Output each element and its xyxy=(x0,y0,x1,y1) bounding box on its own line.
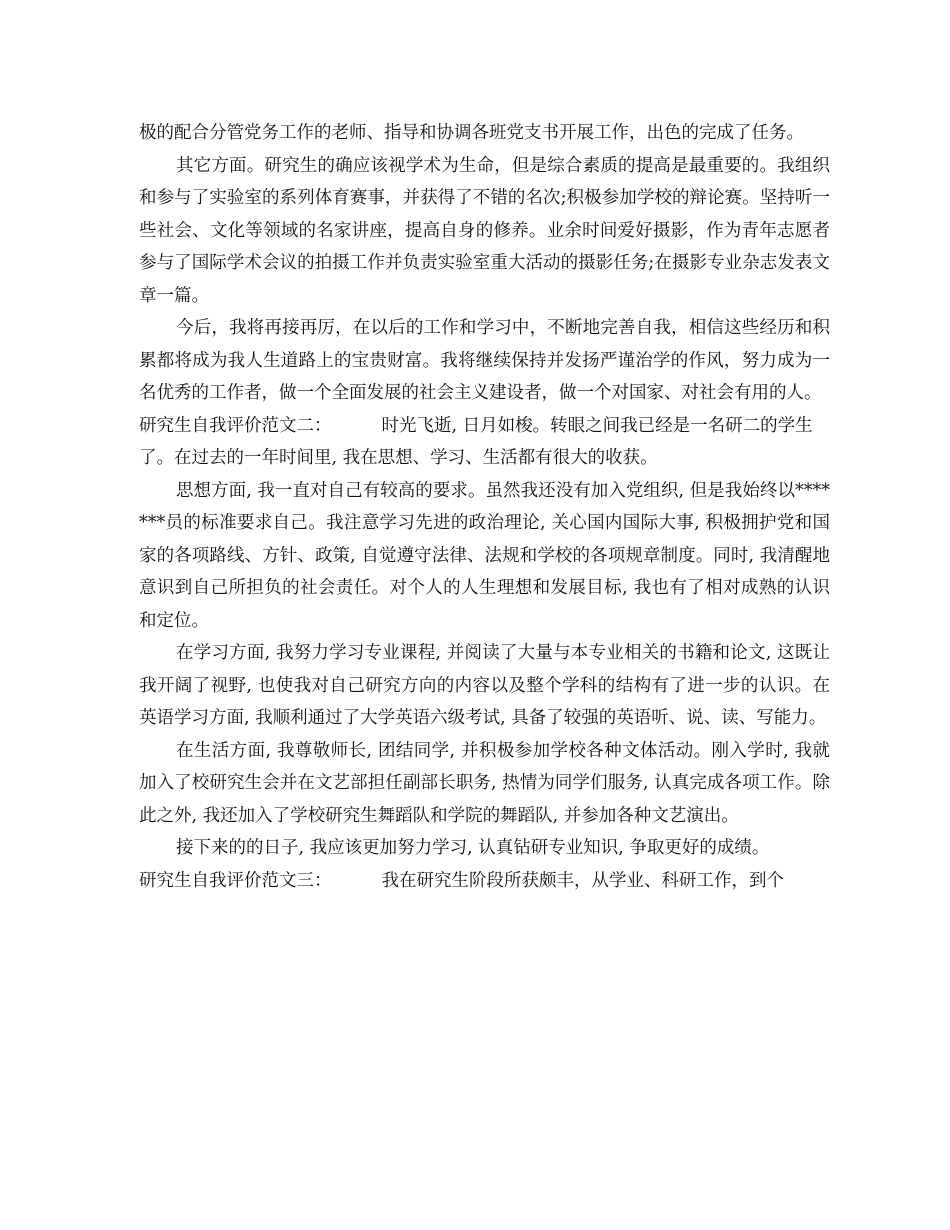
section-intro-text: 我在研究生阶段所获颇丰，从学业、科研工作，到个 xyxy=(381,870,784,891)
paragraph-continuation: 极的配合分管党务工作的老师、指导和协调各班党支书开展工作，出色的完成了任务。 xyxy=(139,123,804,143)
section-label: 研究生自我评价范文二： xyxy=(139,415,332,436)
paragraph-study: 在学习方面, 我努力学习专业课程, 并阅读了大量与本专业相关的书籍和论文, 这既让我开阔了视野, 也使我对自己研究方向的内容以及整个学科的结构有了进一步的认识。在英语学习方面, 我顺利通过了大学英语六级考试, 具备了较强的英语听、说、读、写能力。 xyxy=(139,643,830,728)
section-intro-text: 时光飞逝, 日月如梭。转眼之间我已经是一名研二的学生了。在过去的一年时间里, 我在思想、学习、生活都有很大的收获。 xyxy=(139,415,813,468)
paragraph-next-days: 接下来的的日子, 我应该更加努力学习, 认真钻研专业知识, 争取更好的成绩。 xyxy=(176,838,770,858)
paragraph-life: 在生活方面, 我尊敬师长, 团结同学, 并积极参加学校各种文体活动。刚入学时, 我就加入了校研究生会并在文艺部担任副部长职务, 热情为同学们服务, 认真完成各项工作。除此之外, 我还加入了学校研究生舞蹈队和学院的舞蹈队, 并参加各种文艺演出。 xyxy=(139,740,830,826)
paragraph-other-aspects: 其它方面。研究生的确应该视学术为生命，但是综合素质的提高是最重要的。我组织和参与了实验室的系列体育赛事，并获得了不错的名次;积极参加学校的辩论赛。坚持听一些社会、文化等领域的名家讲座，提高自身的修养。业余时间爱好摄影，作为青年志愿者参与了国际学术会议的拍摄工作并负责实验室重大活动的摄影任务;在摄影专业杂志发表文章一篇。 xyxy=(139,155,830,306)
section-heading-sample-two xyxy=(139,410,830,475)
section-label: 研究生自我评价范文三： xyxy=(139,870,332,891)
paragraph-ideology: 思想方面, 我一直对自己有较高的要求。虽然我还没有加入党组织, 但是我始终以*******员的标准要求自己。我注意学习先进的政治理论, 关心国内国际大事, 积极拥护党和国家的各项路线、方针、政策, 自觉遵守法律、法规和学校的各项规章制度。同时, 我清醒地意识到自己所担负的社会责任。对个人的人生理想和发展目标, 我也有了相对成熟的认识和定位。 xyxy=(139,480,830,631)
section-heading-sample-three xyxy=(139,865,830,898)
paragraph-future-plans: 今后，我将再接再厉，在以后的工作和学习中，不断地完善自我，相信这些经历和积累都将成为我人生道路上的宝贵财富。我将继续保持并发扬严谨治学的作风，努力成为一名优秀的工作者，做一个全面发展的社会主义建设者，做一个对国家、对社会有用的人。 xyxy=(139,318,830,403)
